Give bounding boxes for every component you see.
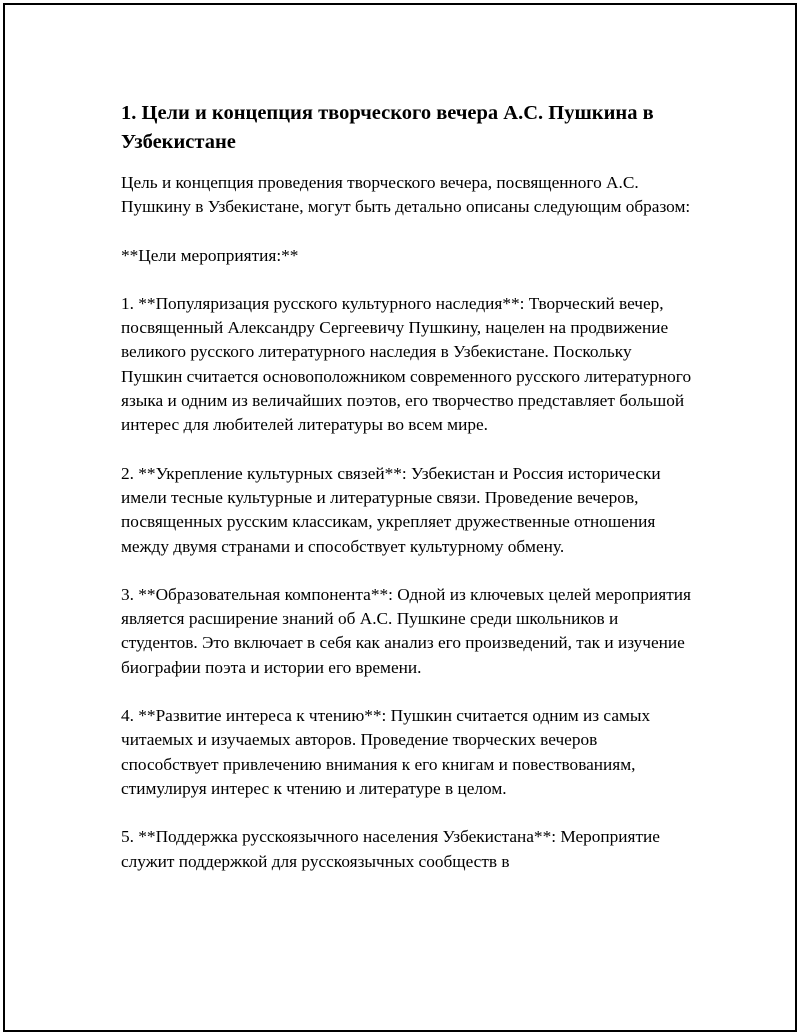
document-page (3, 3, 797, 1032)
goal-item-5: 5. **Поддержка русскоязычного населения Узбекистана**: Мероприятие служит поддержкой для русскоязычных сообществ в (121, 827, 660, 871)
section-heading: 1. Цели и концепция творческого вечера А.С. Пушкина в Узбекистане (121, 102, 654, 153)
document-body (121, 99, 696, 898)
goal-item-1: 1. **Популяризация русского культурного наследия**: Творческий вечер, посвященный Александру Сергеевичу Пушкину, нацелен на продвижение великого русского литературного наследия в Узбекистане. Поскольку Пушкин считается основоположником современного русского литературного языка и одним из величайших поэтов, его творчество представляет большой интерес для любителей литературы во всем мире. (121, 293, 692, 435)
goals-subheading: **Цели мероприятия:** (121, 245, 299, 265)
intro-paragraph: Цель и концепция проведения творческого вечера, посвященного А.С. Пушкину в Узбекистане, могут быть детально описаны следующим образом: (121, 173, 691, 217)
goal-item-4: 4. **Развитие интереса к чтению**: Пушкин считается одним из самых читаемых и изучаемых авторов. Проведение творческих вечеров способствует привлечению внимания к его книгам и повествованиям, стимулируя интерес к чтению и литературе в целом. (121, 706, 651, 798)
goal-item-3: 3. **Образовательная компонента**: Одной из ключевых целей мероприятия является расширение знаний об А.С. Пушкине среди школьников и студентов. Это включает в себя как анализ его произведений, так и изучение биографии поэта и истории его времени. (121, 584, 692, 677)
goal-item-2: 2. **Укрепление культурных связей**: Узбекистан и Россия исторически имели тесные культурные и литературные связи. Проведение вечеров, посвященных русским классикам, укрепляет дружественные отношения между двумя странами и способствует культурному обмену. (121, 463, 661, 556)
